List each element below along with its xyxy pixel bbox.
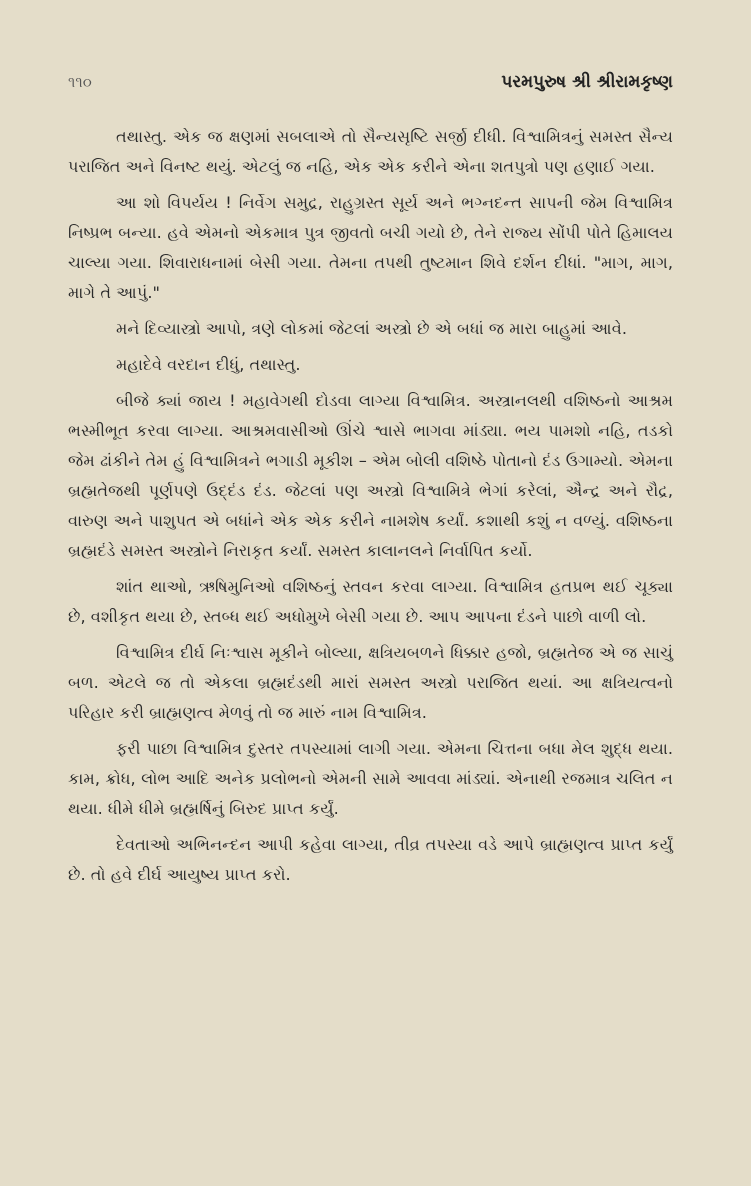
paragraph: દેવતાઓ અભિનન્દન આપી કહેવા લાગ્યા, તીવ્ર તપસ્યા વડે આપે બ્રાહ્મણત્વ પ્રાપ્ત કર્યું છે. તો હવે દીર્ઘ આયુષ્ય પ્રાપ્ત કરો. [68, 835, 673, 884]
paragraph: શાંત થાઓ, ઋષિમુનિઓ વશિષ્ઠનું સ્તવન કરવા લાગ્યા. વિશ્વામિત્ર હતપ્રભ થઈ ચૂક્યા છે, વશીકૃત થયા છે, સ્તબ્ધ થઈ અધોમુખે બેસી ગયા છે. આપ આપના દંડને પાછો વાળી લો. [68, 577, 673, 626]
paragraph: ફરી પાછા વિશ્વામિત્ર દુસ્તર તપસ્યામાં લાગી ગયા. એમના ચિત્તના બધા મેલ શુદ્ધ થયા. કામ, ક્રોધ, લોભ આદિ અનેક પ્રલોભનો એમની સામે આવવા માંડ્યાં. એનાથી રજમાત્ર ચલિત ન થયા. ધીમે ધીમે બ્રહ્મર્ષિનું બિરુદ પ્રાપ્ત કર્યું. [68, 739, 673, 818]
page-number: ૧૧૦ [68, 73, 92, 91]
paragraph: વિશ્વામિત્ર દીર્ઘ નિઃશ્વાસ મૂકીને બોલ્યા, ક્ષત્રિયબળને ધિક્કાર હજો, બ્રહ્મતેજ એ જ સાચું બળ. એટલે જ તો એકલા બ્રહ્મદંડથી મારાં સમસ્ત અસ્ત્રો પરાજિત થયાં. આ ક્ષત્રિયત્વનો પરિહાર કરી બ્રાહ્મણત્વ મેળવું તો જ મારું નામ વિશ્વામિત્ર. [68, 643, 673, 722]
page-header [68, 72, 673, 92]
body-text [68, 122, 673, 890]
paragraph: આ શો વિપર્યય ! નિર્વેગ સમુદ્ર, રાહુગ્રસ્ત સૂર્ય અને ભગ્નદન્ત સાપની જેમ વિશ્વામિત્ર નિષ્પ્રભ બન્યા. હવે એમનો એકમાત્ર પુત્ર જીવતો બચી ગયો છે, તેને રાજ્ય સોંપી પોતે હિમાલય ચાલ્યા ગયા. શિવારાધનામાં બેસી ગયા. તેમના તપથી તુષ્ટમાન શિવે દર્શન દીધાં. "માગ, માગ, માગે તે આપું." [68, 193, 673, 302]
paragraph: બીજે ક્યાં જાય ! મહાવેગથી દોડવા લાગ્યા વિશ્વામિત્ર. અસ્ત્રાનલથી વશિષ્ઠનો આશ્રમ ભસ્મીભૂત કરવા લાગ્યા. આશ્રમવાસીઓ ઊંચે શ્વાસે ભાગવા માંડ્યા. ભય પામશો નહિ, તડકો જેમ ઢાંકીને તેમ હું વિશ્વામિત્રને ભગાડી મૂકીશ – એમ બોલી વશિષ્ઠે પોતાનો દંડ ઉગામ્યો. એમના બ્રહ્મતેજથી પૂર્ણપણે ઉદ્દંડ દંડ. જેટલાં પણ અસ્ત્રો વિશ્વામિત્રે ભેગાં કરેલાં, ઐન્દ્ર અને રૌદ્ર, વારુણ અને પાશુપત એ બધાંને એક એક કરીને નામશેષ કર્યાં. કશાથી કશું ન વળ્યું. વશિષ્ઠના બ્રહ્મદંડે સમસ્ત અસ્ત્રોને નિરાકૃત કર્યાં. સમસ્ત કાલાનલને નિર્વાપિત કર્યો. [68, 391, 673, 560]
paragraph: તથાસ્તુ. એક જ ક્ષણમાં સબલાએ તો સૈન્યસૃષ્ટિ સર્જી દીધી. વિશ્વામિત્રનું સમસ્ત સૈન્ય પરાજિત અને વિનષ્ટ થયું. એટલું જ નહિ, એક એક કરીને એના શતપુત્રો પણ હણાઈ ગયા. [68, 127, 673, 176]
paragraph: મહાદેવે વરદાન દીધું, તથાસ્તુ. [116, 355, 301, 374]
running-head-title: પરમપુરુષ શ્રી શ્રીરામકૃષ્ણ [501, 72, 673, 92]
paragraph: મને દિવ્યાસ્ત્રો આપો, ત્રણે લોકમાં જેટલાં અસ્ત્રો છે એ બધાં જ મારા બાહુમાં આવે. [116, 319, 627, 338]
